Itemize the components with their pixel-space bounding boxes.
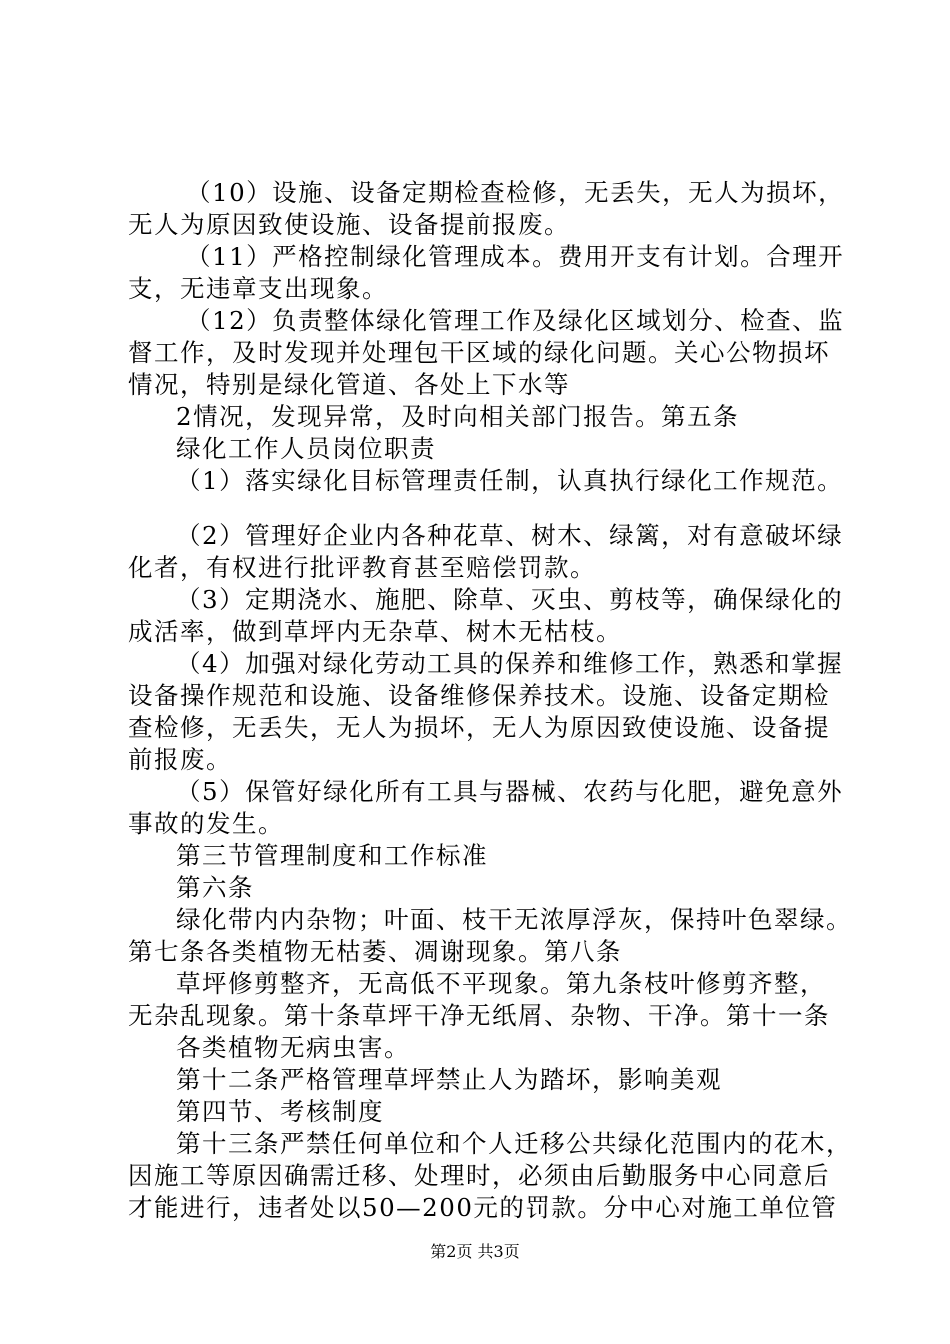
text-line: 2情况，发现异常，及时向相关部门报告。第五条 [176,402,740,431]
text-line: （5）保管好绿化所有工具与器械、农药与化肥，避免意外 [176,777,844,806]
text-line: 支，无违章支出现象。 [128,274,388,303]
text-line: （12）负责整体绿化管理工作及绿化区域划分、检查、监 [186,306,845,335]
section-heading: 第三节管理制度和工作标准 [176,841,488,870]
text-line: 才能进行，违者处以50—200元的罚款。分中心对施工单位管 [128,1193,838,1222]
text-line: 因施工等原因确需迁移、处理时，必须由后勤服务中心同意后 [128,1161,830,1190]
text-line: 各类植物无病虫害。 [176,1033,410,1062]
text-line: （1）落实绿化目标管理责任制，认真执行绿化工作规范。 [176,466,844,495]
text-line: 成活率，做到草坪内无杂草、树木无枯枝。 [128,617,622,646]
text-line: 草坪修剪整齐，无高低不平现象。第九条枝叶修剪齐整， [176,969,826,998]
text-line: 第十三条严禁任何单位和个人迁移公共绿化范围内的花木， [176,1129,852,1158]
text-line: 无杂乱现象。第十条草坪干净无纸屑、杂物、干净。第十一条 [128,1001,830,1030]
text-line: 查检修，无丢失，无人为损坏，无人为原因致使设施、设备提 [128,713,830,742]
text-line: （4）加强对绿化劳动工具的保养和维修工作，熟悉和掌握 [176,649,844,678]
text-line: （2）管理好企业内各种花草、树木、绿篱，对有意破坏绿 [176,521,844,550]
text-line: （11）严格控制绿化管理成本。费用开支有计划。合理开 [186,242,845,271]
text-line: 无人为原因致使设施、设备提前报废。 [128,210,570,239]
text-line: 督工作，及时发现并处理包干区域的绿化问题。关心公物损坏 [128,338,830,367]
text-line: 第七条各类植物无枯萎、凋谢现象。第八条 [128,937,622,966]
text-line: 第十二条严格管理草坪禁止人为踏坏，影响美观 [176,1065,722,1094]
text-line: 化者，有权进行批评教育甚至赔偿罚款。 [128,553,596,582]
text-line: （3）定期浇水、施肥、除草、灭虫、剪枝等，确保绿化的 [176,585,844,614]
section-heading: 绿化工作人员岗位职责 [176,434,436,463]
page-footer: 第2页 共3页 [430,1242,520,1261]
text-line: 前报废。 [128,745,232,774]
text-line: 设备操作规范和设施、设备维修保养技术。设施、设备定期检 [128,681,830,710]
text-line: 绿化带内内杂物；叶面、枝干无浓厚浮灰，保持叶色翠绿。 [176,905,852,934]
article-heading: 第六条 [176,873,254,902]
section-heading: 第四节、考核制度 [176,1097,384,1126]
text-line: 事故的发生。 [128,809,284,838]
text-line: 情况，特别是绿化管道、各处上下水等 [128,370,570,399]
text-line: （10）设施、设备定期检查检修，无丢失，无人为损坏， [186,178,845,207]
